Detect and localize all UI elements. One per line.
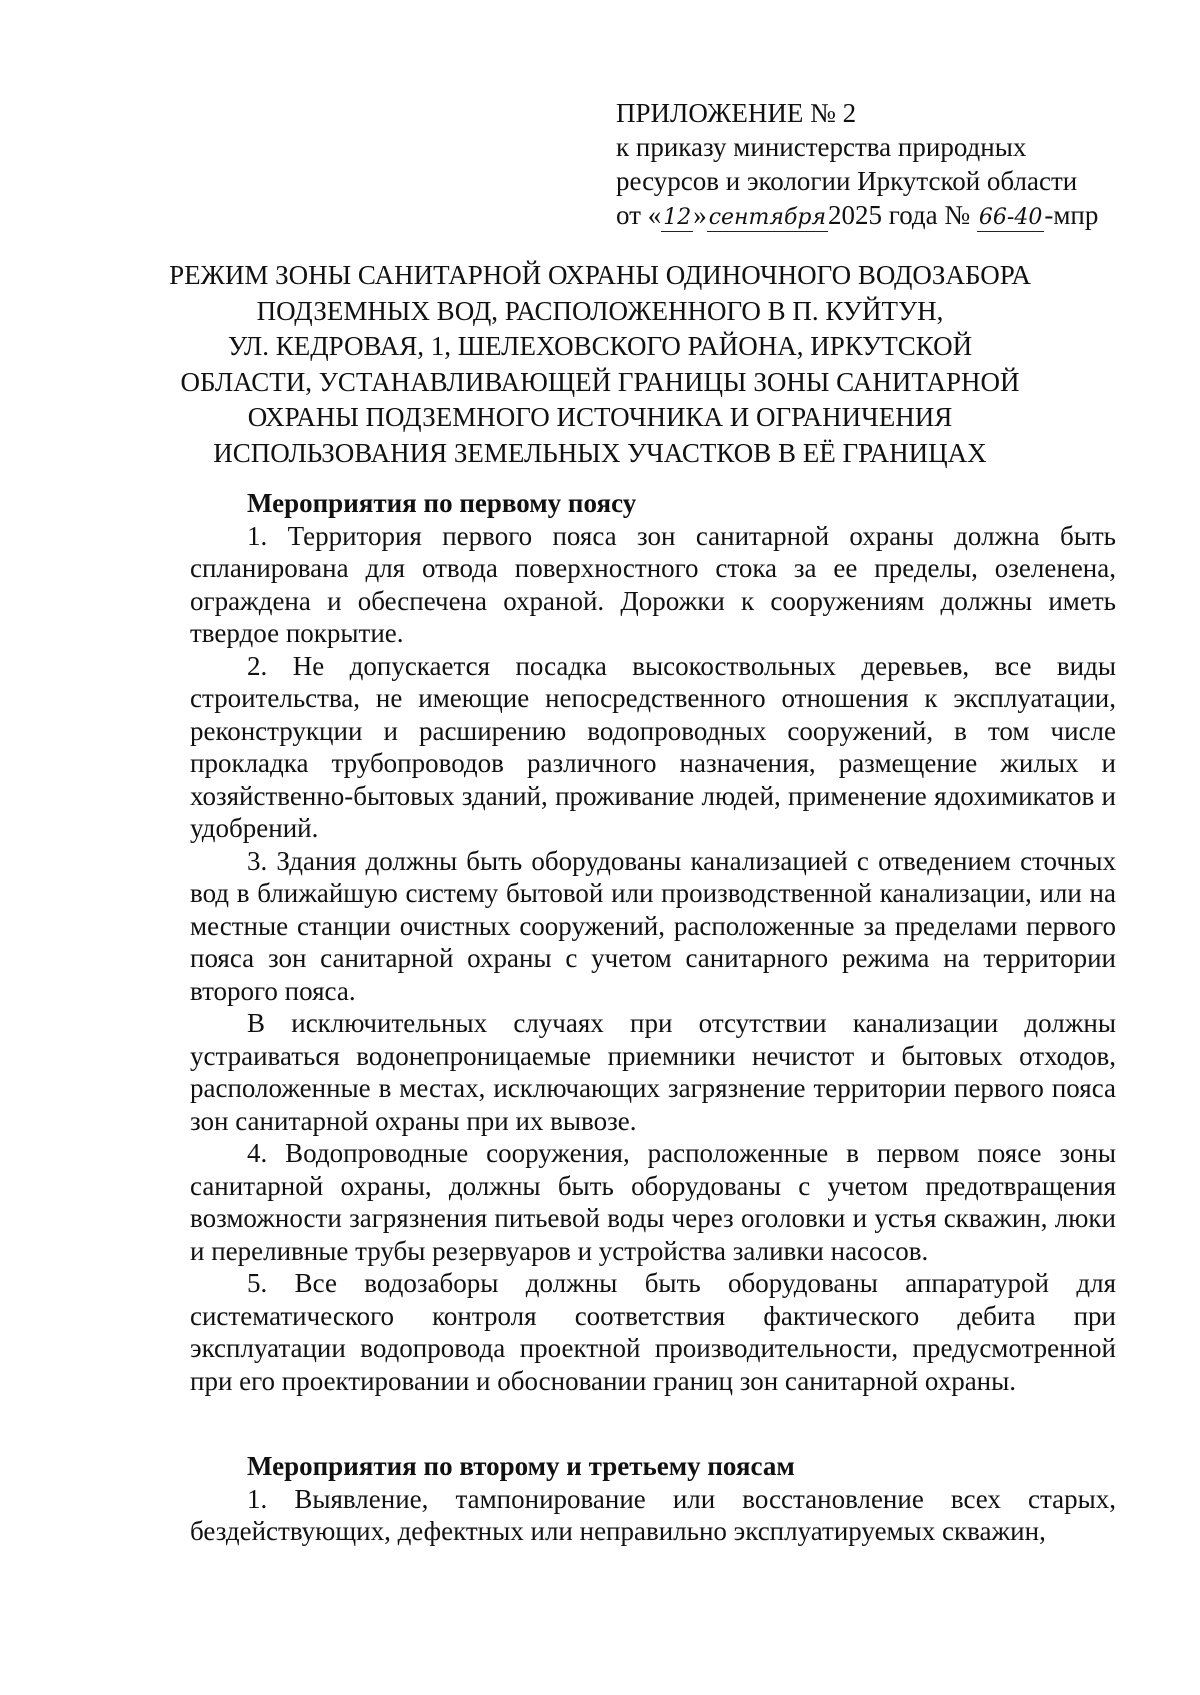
title-line: ОБЛАСТИ, УСТАНАВЛИВАЮЩЕЙ ГРАНИЦЫ ЗОНЫ САНИТАРНОЙ <box>180 366 1020 397</box>
section-heading: Мероприятия по первому поясу <box>247 488 637 518</box>
appendix-date-line <box>616 198 1136 232</box>
paragraph: 5. Все водозаборы должны быть оборудованы аппаратурой для систематического контроля соответствия фактического дебита при эксплуатации водопровода проектной производительности, предусмотренной при его проектировании и обосновании границ зон санитарной охраны. <box>190 1268 1116 1396</box>
appendix-block <box>616 96 1136 232</box>
title-line: ПОДЗЕМНЫХ ВОД, РАСПОЛОЖЕННОГО В П. КУЙТУН, <box>256 295 944 326</box>
paragraph: 4. Водопроводные сооружения, расположенные в первом поясе зоны санитарной охраны, должны быть оборудованы с учетом предотвращения возможности загрязнения питьевой воды через оголовки и устья скважин, люки и переливные трубы резервуаров и устройства заливки насосов. <box>190 1138 1116 1266</box>
date-year: 2025 года № <box>828 200 971 230</box>
paragraph: 1. Выявление, тампонирование или восстановление всех старых, бездействующих, дефектных или неправильно эксплуатируемых скважин, <box>190 1483 1116 1546</box>
title-line: РЕЖИМ ЗОНЫ САНИТАРНОЙ ОХРАНЫ ОДИНОЧНОГО ВОДОЗАБОРА <box>169 260 1031 290</box>
appendix-line: ресурсов и экологии Иркутской области <box>616 166 1078 196</box>
section-first-belt <box>190 487 1116 1397</box>
handwritten-order-number: 66-40 <box>978 205 1043 230</box>
order-suffix: -мпр <box>1044 200 1099 230</box>
handwritten-month: сентября <box>708 205 827 230</box>
section-second-third-belt <box>190 1450 1116 1548</box>
document-title <box>160 258 1040 471</box>
handwritten-day: 12 <box>663 205 692 230</box>
title-line: ИСПОЛЬЗОВАНИЯ ЗЕМЕЛЬНЫХ УЧАСТКОВ В ЕЁ ГРАНИЦАХ <box>213 437 987 468</box>
title-line: УЛ. КЕДРОВАЯ, 1, ШЕЛЕХОВСКОГО РАЙОНА, ИРКУТСКОЙ <box>227 331 973 361</box>
date-prefix: от « <box>616 200 662 230</box>
paragraph: 1. Территория первого пояса зон санитарной охраны должна быть спланирована для отвода поверхностного стока за ее пределы, озеленена, ограждена и обеспечена охраной. Дорожки к сооружениям должны иметь твердое покрытие. <box>190 520 1116 648</box>
appendix-line: к приказу министерства природных <box>616 132 1027 162</box>
paragraph: В исключительных случаях при отсутствии канализации должны устраиваться водонепроницаемые приемники нечистот и бытовых отходов, расположенные в местах, исключающих загрязнение территории первого пояса зон санитарной охраны при их вывозе. <box>190 1008 1116 1136</box>
title-line: ОХРАНЫ ПОДЗЕМНОГО ИСТОЧНИКА И ОГРАНИЧЕНИЯ <box>247 402 953 432</box>
paragraph: 2. Не допускается посадка высокоствольных деревьев, все виды строительства, не имеющие непосредственного отношения к эксплуатации, реконструкции и расширению водопроводных сооружений, в том числе прокладка трубопроводов различного назначения, размещение жилых и хозяйственно-бытовых зданий, проживание людей, применение ядохимикатов и удобрений. <box>190 650 1116 843</box>
date-mid: » <box>693 200 707 230</box>
paragraph: 3. Здания должны быть оборудованы канализацией с отведением сточных вод в ближайшую систему бытовой или производственной канализации, или на местные станции очистных сооружений, расположенные за пределами первого пояса зон санитарной охраны с учетом санитарного режима на территории второго пояса. <box>190 845 1116 1006</box>
section-heading: Мероприятия по второму и третьему поясам <box>247 1451 795 1481</box>
appendix-title: ПРИЛОЖЕНИЕ № 2 <box>616 98 857 128</box>
